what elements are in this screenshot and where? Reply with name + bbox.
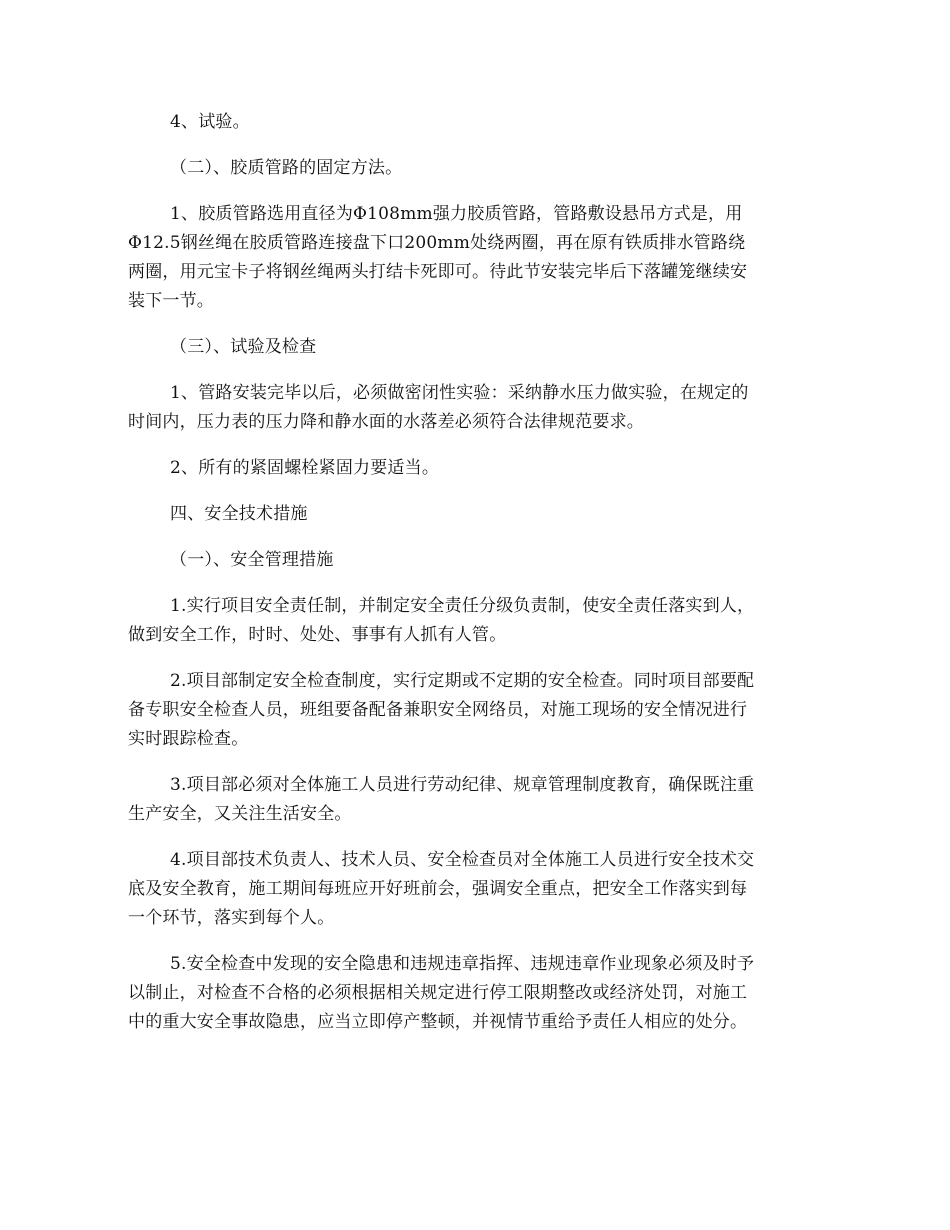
paragraph-p2 (170, 154, 812, 183)
paragraph-p8 (170, 546, 812, 575)
paragraph-p4 (170, 333, 812, 362)
paragraph-line: 实时跟踪检查。 (128, 729, 249, 749)
paragraph-p5 (128, 379, 812, 437)
paragraph-line: 时间内，压力表的压力降和静水面的水落差必须符合法律规范要求。 (128, 412, 644, 432)
paragraph-line: 装下一节。 (128, 291, 214, 311)
paragraph-line: 3.项目部必须对全体施工人员进行劳动纪律、规章管理制度教育，确保既注重 (170, 775, 755, 795)
paragraph-line: 2.项目部制定安全检查制度，实行定期或不定期的安全检查。同时项目部要配 (170, 671, 755, 691)
document-body (128, 108, 812, 1054)
paragraph-line: 两圈，用元宝卡子将钢丝绳两头打结卡死即可。待此节安装完毕后下落罐笼继续安 (128, 262, 748, 282)
paragraph-p1 (170, 108, 812, 137)
paragraph-line: （三）、试验及检查 (170, 337, 317, 357)
paragraph-p7 (170, 500, 812, 529)
paragraph-line: Φ12.5钢丝绳在胶质管路连接盘下口200mm处绕两圈，再在原有铁质排水管路绕 (128, 233, 746, 253)
paragraph-line: 做到安全工作，时时、处处、事事有人抓有人管。 (128, 625, 507, 645)
paragraph-line: 5.安全检查中发现的安全隐患和违规违章指挥、违规违章作业现象必须及时予 (170, 954, 755, 974)
paragraph-line: 4、试验。 (170, 112, 250, 132)
paragraph-line: （二）、胶质管路的固定方法。 (170, 158, 403, 178)
paragraph-line: 1.实行项目安全责任制，并制定安全责任分级负责制，使安全责任落实到人， (170, 596, 755, 616)
paragraph-p6 (170, 454, 812, 483)
paragraph-line: 以制止，对检查不合格的必须根据相关规定进行停工限期整改或经济处罚，对施工 (128, 983, 748, 1003)
paragraph-p12 (128, 846, 812, 933)
paragraph-line: （一）、安全管理措施 (170, 550, 334, 570)
paragraph-line: 2、所有的紧固螺栓紧固力要适当。 (170, 458, 440, 478)
paragraph-p9 (128, 592, 812, 650)
paragraph-line: 4.项目部技术负责人、技术人员、安全检查员对全体施工人员进行安全技术交 (170, 850, 755, 870)
paragraph-line: 生产安全，又关注生活安全。 (128, 804, 352, 824)
paragraph-line: 一个环节，落实到每个人。 (128, 908, 335, 928)
paragraph-line: 四、安全技术措施 (170, 504, 308, 524)
paragraph-line: 1、管路安装完毕以后，必须做密闭性实验：采纳静水压力做实验，在规定的 (170, 383, 749, 403)
paragraph-p10 (128, 667, 812, 754)
paragraph-line: 中的重大安全事故隐患，应当立即停产整顿，并视情节重给予责任人相应的处分。 (128, 1012, 748, 1032)
paragraph-line: 底及安全教育，施工期间每班应开好班前会，强调安全重点，把安全工作落实到每 (128, 879, 748, 899)
paragraph-p3 (128, 200, 812, 316)
paragraph-line: 1、胶质管路选用直径为Φ108mm强力胶质管路，管路敷设悬吊方式是，用 (170, 204, 743, 224)
paragraph-line: 备专职安全检查人员，班组要备配备兼职安全网络员，对施工现场的安全情况进行 (128, 700, 748, 720)
paragraph-p13 (128, 950, 812, 1037)
paragraph-p11 (128, 771, 812, 829)
